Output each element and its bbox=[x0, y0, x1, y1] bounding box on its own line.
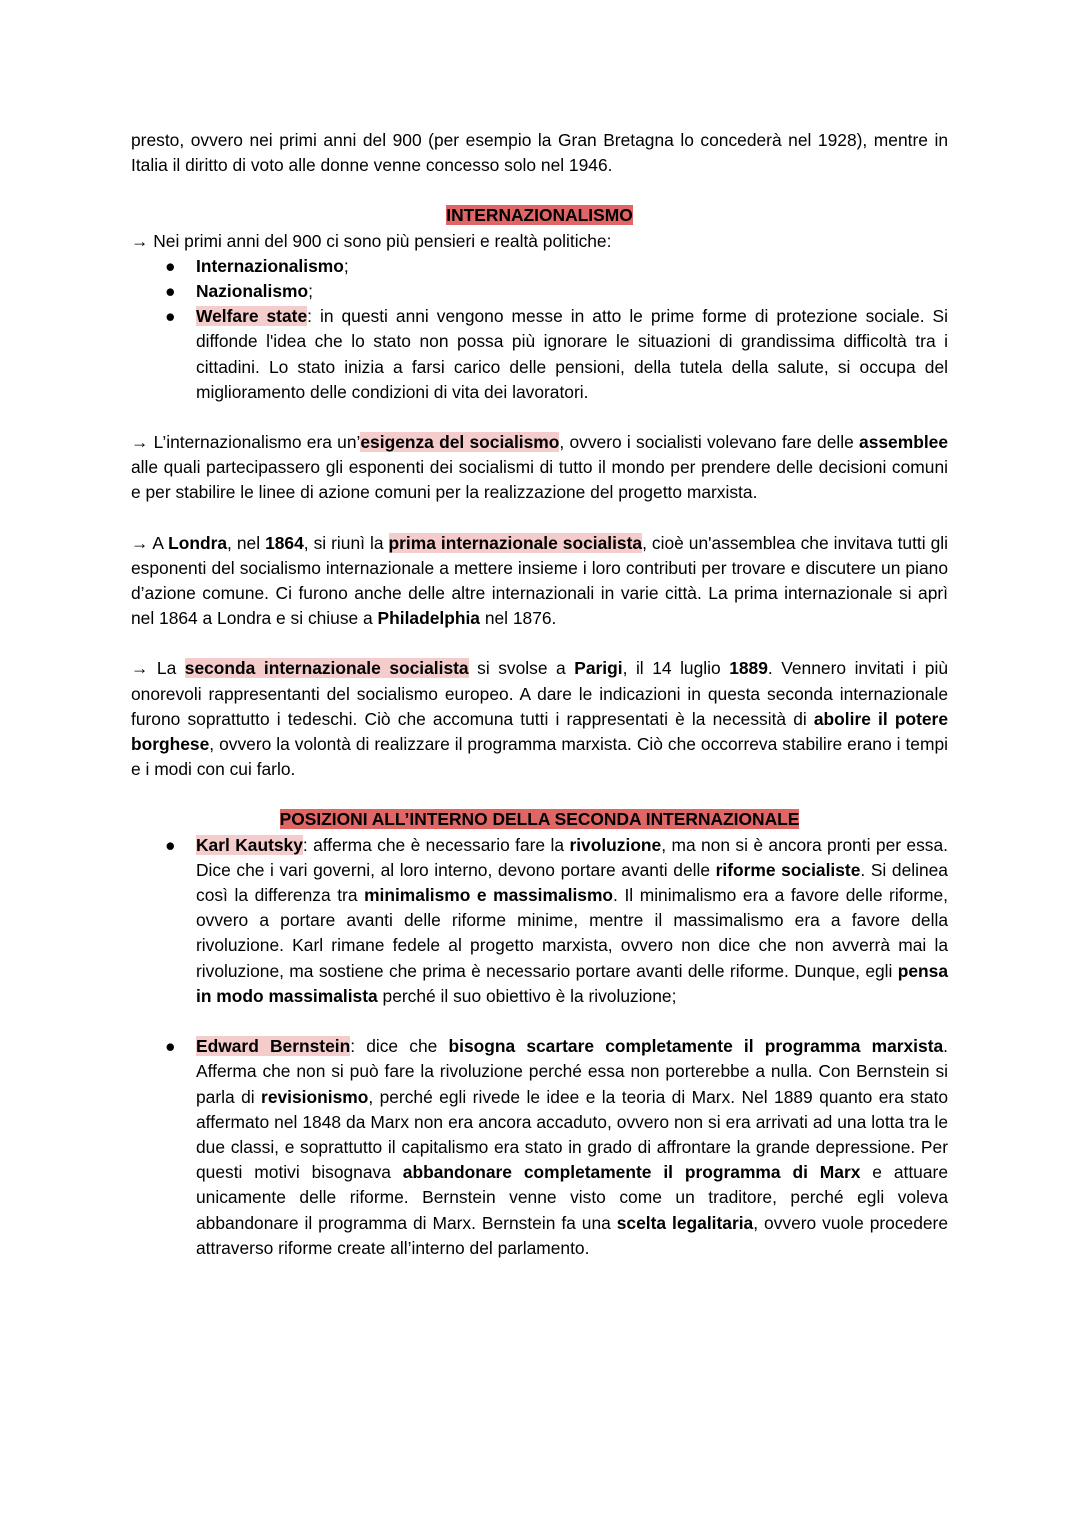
positions-list bbox=[131, 833, 948, 1261]
lead-line: → Nei primi anni del 900 ci sono più pensieri e realtà politiche: bbox=[131, 230, 612, 251]
bullet-icon: ● bbox=[165, 306, 176, 327]
list-item: ● Internazionalismo; bbox=[131, 254, 948, 279]
paragraph-internazionalismo: → L’internazionalismo era un’esigenza del socialismo, ovvero i socialisti volevano fare delle assemblee alle quali partecipassero gli esponenti dei socialismi di tutto il mondo per prendere delle decisioni comuni e per stabilire le linee di azione comuni per la realizzazione del progetto marxista. bbox=[131, 432, 948, 503]
ideologies-list bbox=[131, 254, 948, 405]
bullet-icon: ● bbox=[165, 834, 176, 855]
name-highlight: Edward Bernstein bbox=[196, 1036, 351, 1057]
bullet-icon: ● bbox=[165, 255, 176, 276]
list-item: ● Nazionalismo; bbox=[131, 279, 948, 304]
list-item: ● Welfare state: in questi anni vengono messe in atto le prime forme di protezione sociale. Si diffonde l'idea che lo stato non possa più ignorare le situazioni di grandissima difficoltà tra i cittadini. Lo stato inizia a farsi carico delle pensioni, della tutela della salute, si occupa del miglioramento delle condizioni di vita dei lavoratori. bbox=[165, 306, 949, 402]
term: Nazionalismo bbox=[196, 281, 309, 302]
intro-paragraph: presto, ovvero nei primi anni del 900 (per esempio la Gran Bretagna lo concederà nel 1928), mentre in Italia il diritto di voto alle donne venne concesso solo nel 1946. bbox=[131, 130, 948, 176]
paragraph-seconda-internazionale: → La seconda internazionale socialista si svolse a Parigi, il 14 luglio 1889. Vennero invitati i più onorevoli rappresentanti del socialismo europeo. A dare le indicazioni in questa seconda internazionale furono soprattutto i tedeschi. Ciò che accomuna tutti i rappresentati è la necessità di abolire il potere borghese, ovvero la volontà di realizzare il programma marxista. Ciò che occorreva stabilire erano i tempi e i modi con cui farlo. bbox=[131, 658, 949, 780]
highlight: esigenza del socialismo bbox=[360, 432, 560, 453]
section-title-text: POSIZIONI ALL’INTERNO DELLA SECONDA INTERNAZIONALE bbox=[279, 809, 800, 830]
document-page bbox=[131, 128, 948, 1261]
list-item-bernstein: ● Edward Bernstein: dice che bisogna scartare completamente il programma marxista. Afferma che non si può fare la rivoluzione perché essa non porterebbe a nulla. Con Bernstein si parla di revisionismo, perché egli rivede le idee e la teoria di Marx. Nel 1889 quanto era stato affermato nel 1848 da Marx non era ancora accaduto, ovvero non si era arrivati ad una lotta tra le due classi, e soprattutto il capitalismo era stato in grado di affrontare la grande depressione. Per questi motivi bisognava abbandonare completamente il programma di Marx e attuare unicamente delle riforme. Bernstein venne visto come un traditore, perché egli voleva abbandonare il programma di Marx. Bernstein fa una scelta legalitaria, ovvero vuole procedere attraverso riforme create all’interno del parlamento. bbox=[165, 1036, 948, 1258]
highlight: prima internazionale socialista bbox=[388, 532, 643, 553]
name-highlight: Karl Kautsky bbox=[196, 834, 303, 855]
section-title-text: INTERNAZIONALISMO bbox=[446, 205, 633, 226]
section-title-posizioni bbox=[131, 807, 948, 832]
section-title-internazionalismo bbox=[131, 203, 948, 228]
highlight: seconda internazionale socialista bbox=[184, 658, 469, 679]
term-highlight: Welfare state bbox=[196, 306, 308, 327]
list-item-kautsky: ● Karl Kautsky: afferma che è necessario fare la rivoluzione, ma non si è ancora pronti per essa. Dice che i vari governi, al loro interno, devono portare avanti delle riforme socialiste. Si delinea così la differenza tra minimalismo e massimalismo. Il minimalismo era a favore delle riforme, ovvero a portare avanti delle riforme minime, mentre il massimalismo era a favore della rivoluzione. Karl rimane fedele al progetto marxista, ovvero non dice che non avverrà mai la rivoluzione, ma sostiene che prima è necessario portare avanti delle riforme. Dunque, egli pensa in modo massimalista perché il suo obiettivo è la rivoluzione; bbox=[165, 834, 948, 1006]
bullet-icon: ● bbox=[165, 281, 176, 302]
paragraph-prima-internazionale: → A Londra, nel 1864, si riunì la prima internazionale socialista, cioè un'assemblea che invitava tutti gli esponenti del socialismo internazionale a mettere insieme i loro contributi per trovare e discutere un piano d’azione comune. Ci furono anche delle altre internazionali in varie città. La prima internazionale si aprì nel 1864 a Londra e si chiuse a Philadelphia nel 1876. bbox=[131, 532, 949, 629]
bullet-icon: ● bbox=[165, 1036, 176, 1057]
term: Internazionalismo bbox=[196, 255, 344, 276]
